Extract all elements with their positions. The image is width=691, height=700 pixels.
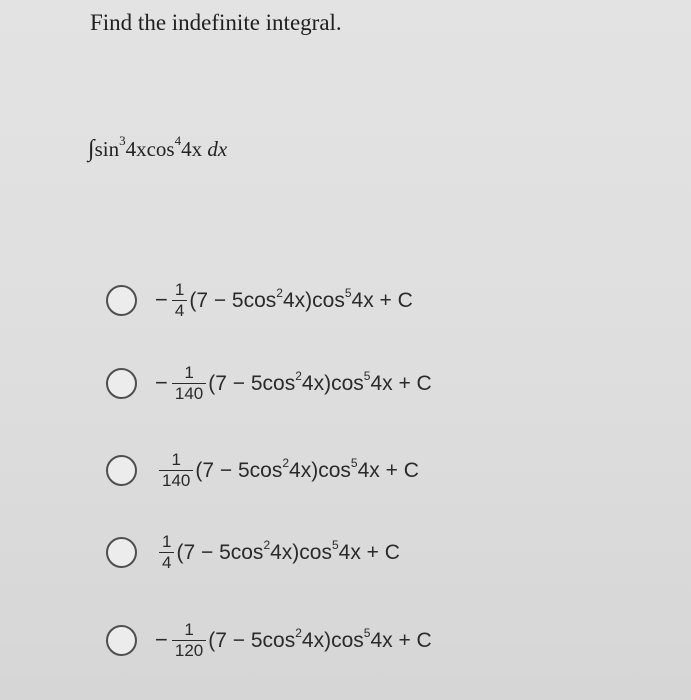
body-part-a: (7 − 5cos — [208, 371, 296, 395]
integral-sin: sin — [94, 137, 120, 161]
integral-dx: dx — [207, 137, 228, 161]
body-power-b: 5 — [363, 625, 371, 640]
radio-button-option-3[interactable] — [106, 455, 137, 486]
option-sign: − — [155, 370, 168, 395]
body-part-b: 4x)cos — [282, 288, 345, 312]
fraction-numerator: 1 — [162, 531, 172, 551]
body-part-c: 4x + C — [351, 288, 413, 312]
fraction-numerator: 1 — [184, 619, 194, 639]
body-power-a: 2 — [282, 455, 290, 470]
option-fraction — [159, 450, 193, 491]
option-expression — [155, 620, 432, 661]
body-power-a: 2 — [276, 285, 283, 300]
fraction-denominator: 4 — [159, 552, 174, 573]
integral-cos-arg: 4x — [181, 137, 203, 161]
option-expression — [155, 450, 419, 491]
option-body — [189, 285, 413, 313]
body-power-b: 5 — [350, 455, 358, 470]
body-part-c: 4x + C — [370, 371, 432, 395]
option-expression — [155, 280, 413, 321]
body-part-b: 4x)cos — [289, 458, 351, 482]
integral-expression — [88, 133, 228, 163]
option-body — [208, 625, 432, 653]
body-power-a: 2 — [263, 537, 271, 552]
body-part-a: (7 − 5cos — [189, 288, 277, 312]
body-power-b: 5 — [344, 285, 352, 300]
option-expression — [155, 532, 400, 573]
body-part-b: 4x)cos — [301, 628, 364, 652]
radio-button-option-2[interactable] — [106, 368, 137, 399]
body-part-b: 4x)cos — [270, 540, 332, 564]
answer-option-2[interactable] — [106, 355, 432, 411]
body-power-a: 2 — [295, 368, 302, 383]
body-part-b: 4x)cos — [301, 371, 364, 395]
fraction-denominator: 140 — [172, 383, 206, 404]
body-part-c: 4x + C — [370, 628, 432, 652]
fraction-denominator: 120 — [172, 640, 206, 661]
fraction-numerator: 1 — [174, 279, 185, 299]
radio-button-option-5[interactable] — [106, 625, 137, 656]
body-part-c: 4x + C — [338, 540, 400, 564]
option-body — [176, 537, 400, 565]
body-part-c: 4x + C — [357, 458, 419, 482]
integral-sin-power: 3 — [119, 133, 126, 148]
body-part-a: (7 − 5cos — [176, 540, 264, 564]
option-sign: − — [155, 287, 168, 312]
option-fraction — [159, 532, 174, 573]
answer-option-3[interactable] — [106, 442, 419, 498]
radio-button-option-1[interactable] — [106, 285, 137, 316]
body-part-a: (7 − 5cos — [208, 628, 296, 652]
fraction-numerator: 1 — [171, 449, 181, 469]
option-expression — [155, 363, 432, 404]
option-fraction — [172, 363, 206, 404]
option-fraction — [172, 620, 206, 661]
body-power-b: 5 — [363, 368, 371, 383]
option-fraction — [172, 280, 187, 321]
body-part-a: (7 − 5cos — [195, 458, 283, 482]
fraction-denominator: 140 — [159, 470, 193, 491]
answer-option-5[interactable] — [106, 612, 432, 668]
body-power-b: 5 — [331, 537, 339, 552]
answer-option-4[interactable] — [106, 524, 400, 580]
integral-cos-power: 4 — [174, 133, 182, 148]
question-title: Find the indefinite integral. — [90, 10, 342, 35]
fraction-numerator: 1 — [184, 362, 194, 382]
option-sign: − — [155, 627, 168, 652]
radio-button-option-4[interactable] — [106, 537, 137, 568]
option-body — [208, 368, 432, 396]
answer-option-1[interactable] — [106, 272, 413, 328]
integral-sin-arg: 4xcos — [125, 137, 175, 161]
body-power-a: 2 — [295, 625, 302, 640]
option-body — [195, 455, 419, 483]
fraction-denominator: 4 — [172, 300, 187, 321]
integral-sign: ∫ — [88, 136, 95, 162]
